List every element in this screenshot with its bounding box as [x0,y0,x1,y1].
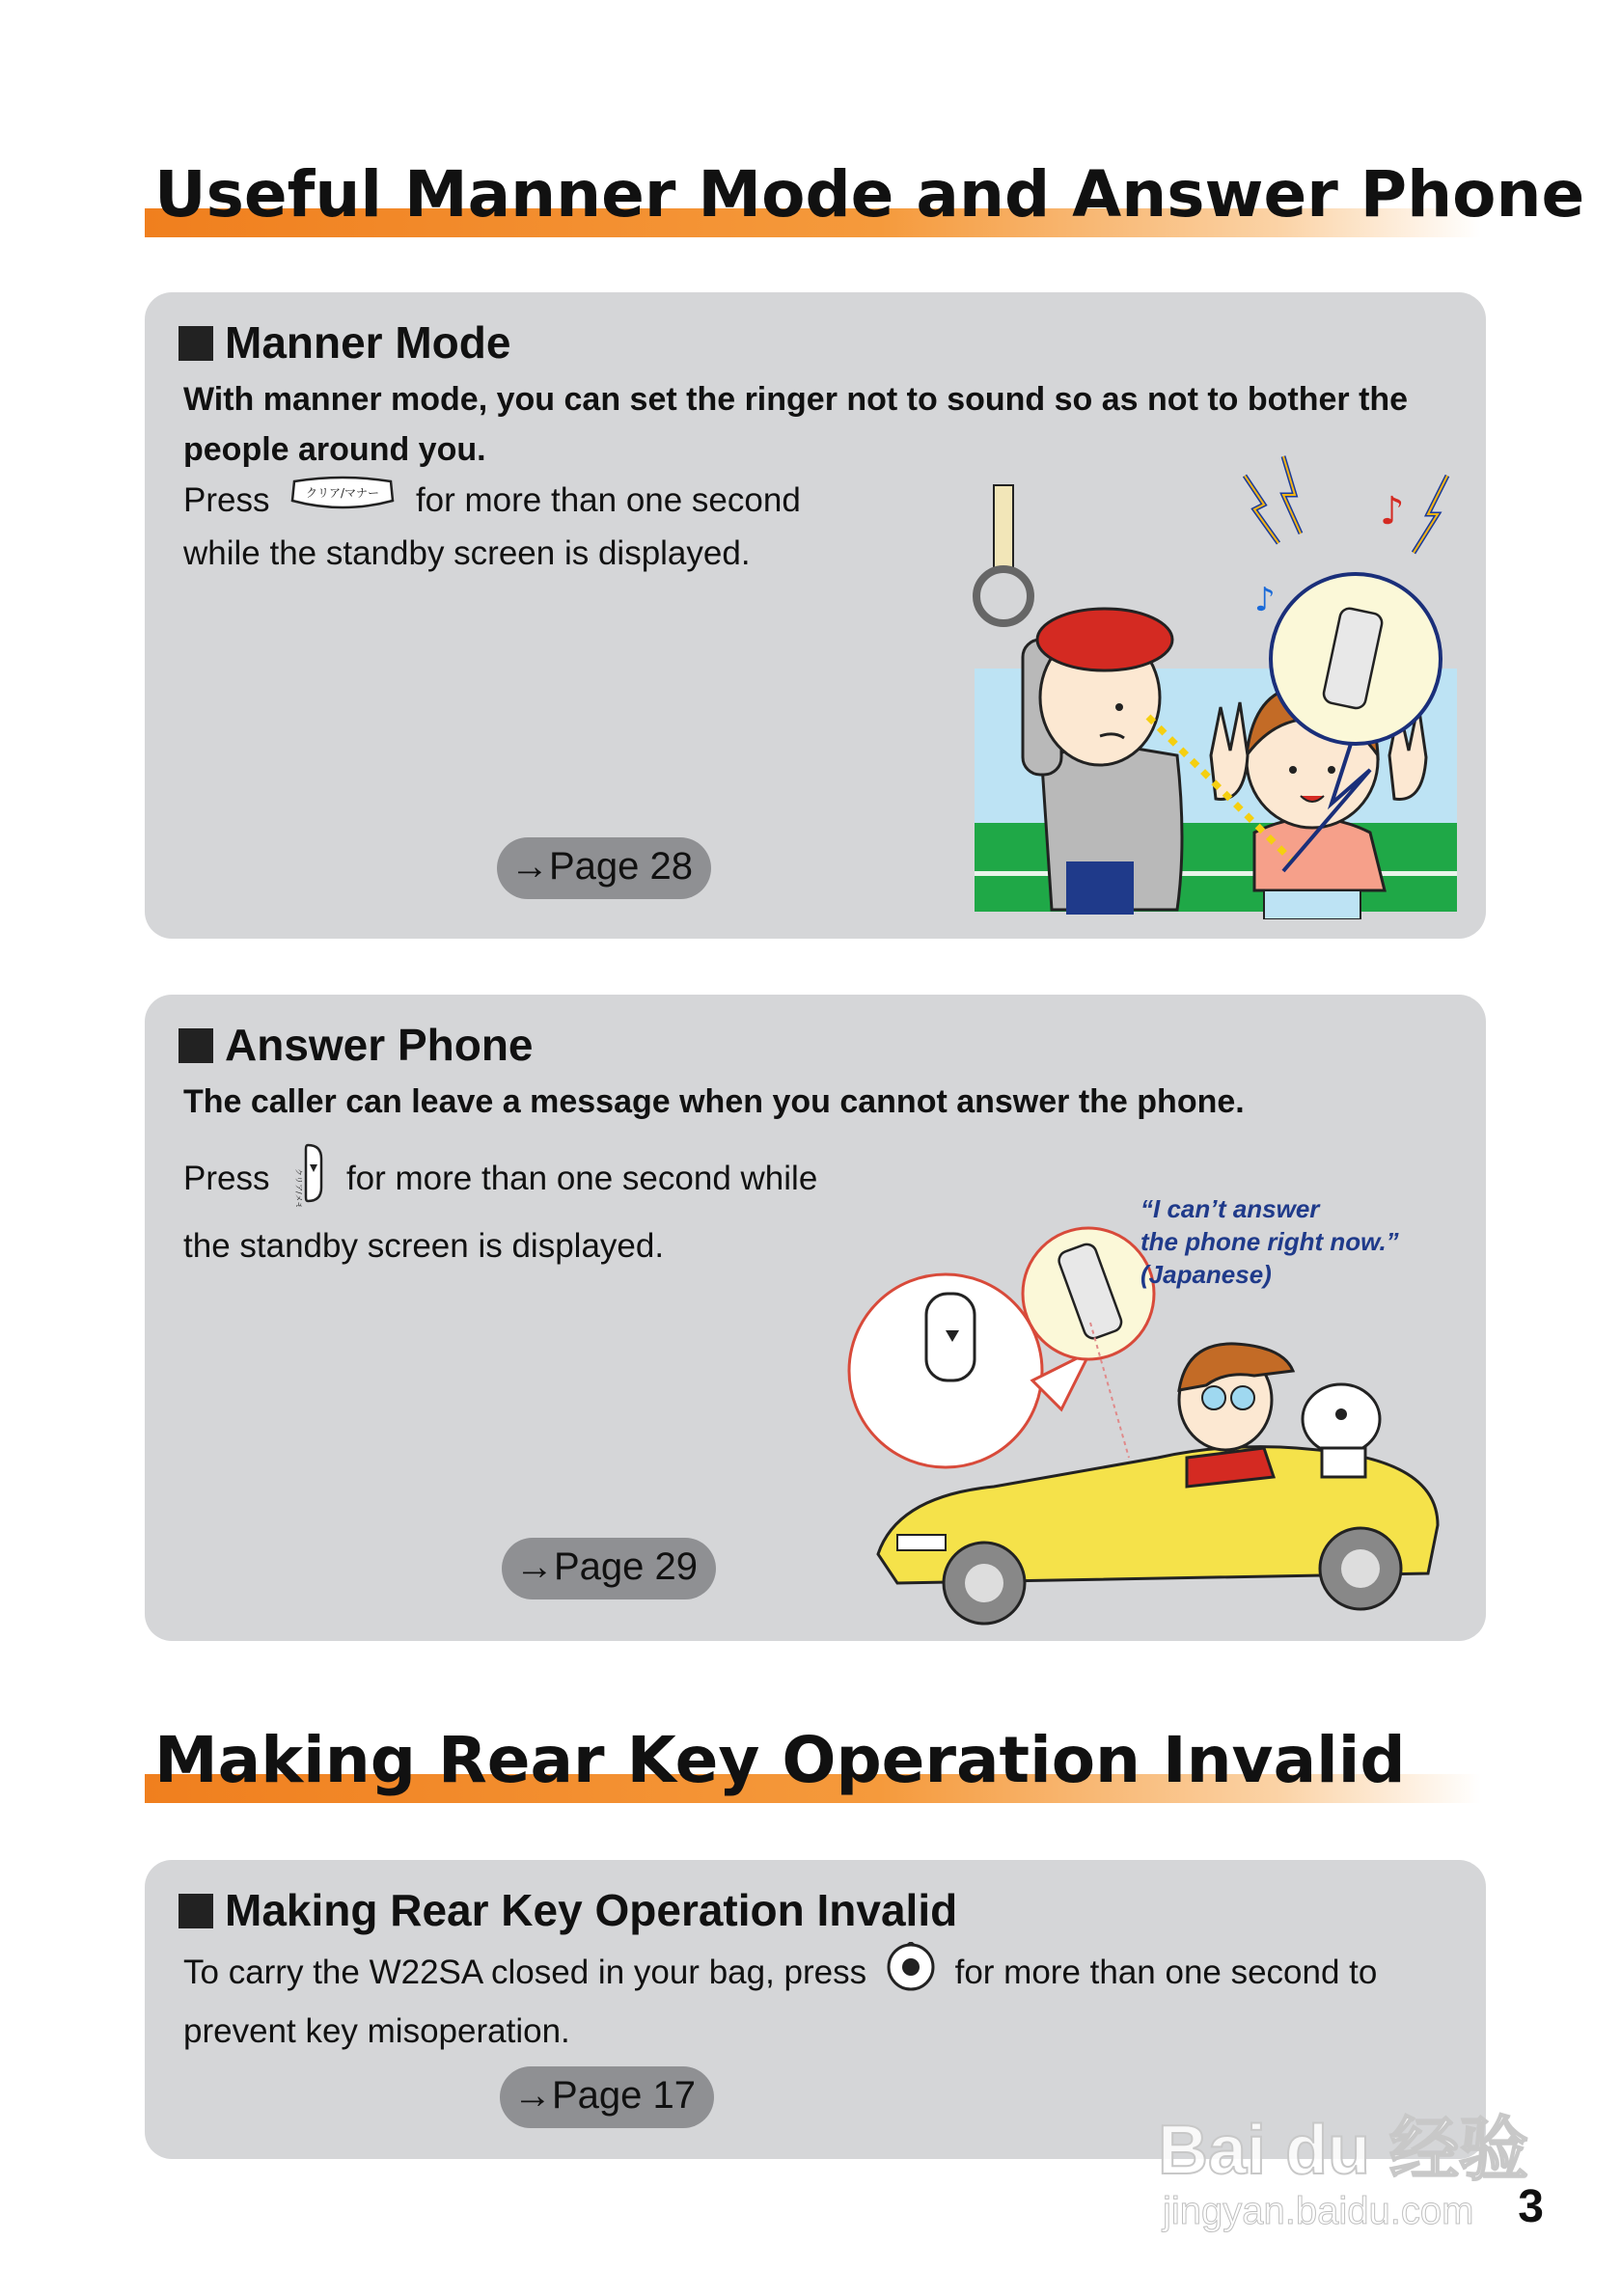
svg-text:クリア/マナー: クリア/マナー [306,486,380,501]
heading-rear-key-invalid [145,1710,1481,1803]
page-ref-29[interactable]: →Page 29 [502,1538,716,1599]
heading-text: Useful Manner Mode and Answer Phone [154,157,1585,232]
manner-mode-panel [145,292,1486,939]
page-ref-17[interactable]: →Page 17 [500,2066,714,2128]
manner-mode-title: Manner Mode [179,316,510,369]
watermark-brand: Bai du 经验 [1158,2112,1529,2189]
page-ref-28[interactable]: →Page 28 [497,837,711,899]
speech-bubble-text: “I can’t answer the phone right now.” (Japanese) [1140,1194,1399,1289]
svg-text:♪: ♪ [1380,489,1405,533]
svg-text:♪: ♪ [1254,581,1276,619]
answer-phone-instructions: Press クリア/メモ for more than one second while the standby screen is displayed. [183,1139,917,1271]
rear-key-instructions: To carry the W22SA closed in your bag, press for more than one second to prevent key misoperation. [183,1942,1481,2057]
train-scene-illustration [830,437,1467,919]
svg-text:クリア/メモ: クリア/メモ [294,1168,304,1207]
manner-mode-lead: With manner mode, you can set the ringer not to sound so as not to bother the people around you. [183,381,1409,468]
rear-key-title: Making Rear Key Operation Invalid [179,1884,957,1936]
heading-useful-manner-mode [145,145,1585,237]
center-key-icon [886,1942,936,2007]
manner-key-icon [288,476,397,529]
answer-phone-lead: The caller can leave a message when you cannot answer the phone. [183,1083,1245,1120]
watermark-url: jingyan.baidu.com [1163,2190,1474,2232]
answer-phone-title: Answer Phone [179,1019,534,1071]
page-number: 3 [1518,2181,1544,2232]
manner-mode-instructions: Press クリア/マナー for more than one second while the standby screen is displayed. [183,476,917,579]
heading-text: Making Rear Key Operation Invalid [154,1723,1406,1797]
answer-key-icon [288,1139,327,1221]
answer-phone-panel [145,995,1486,1641]
